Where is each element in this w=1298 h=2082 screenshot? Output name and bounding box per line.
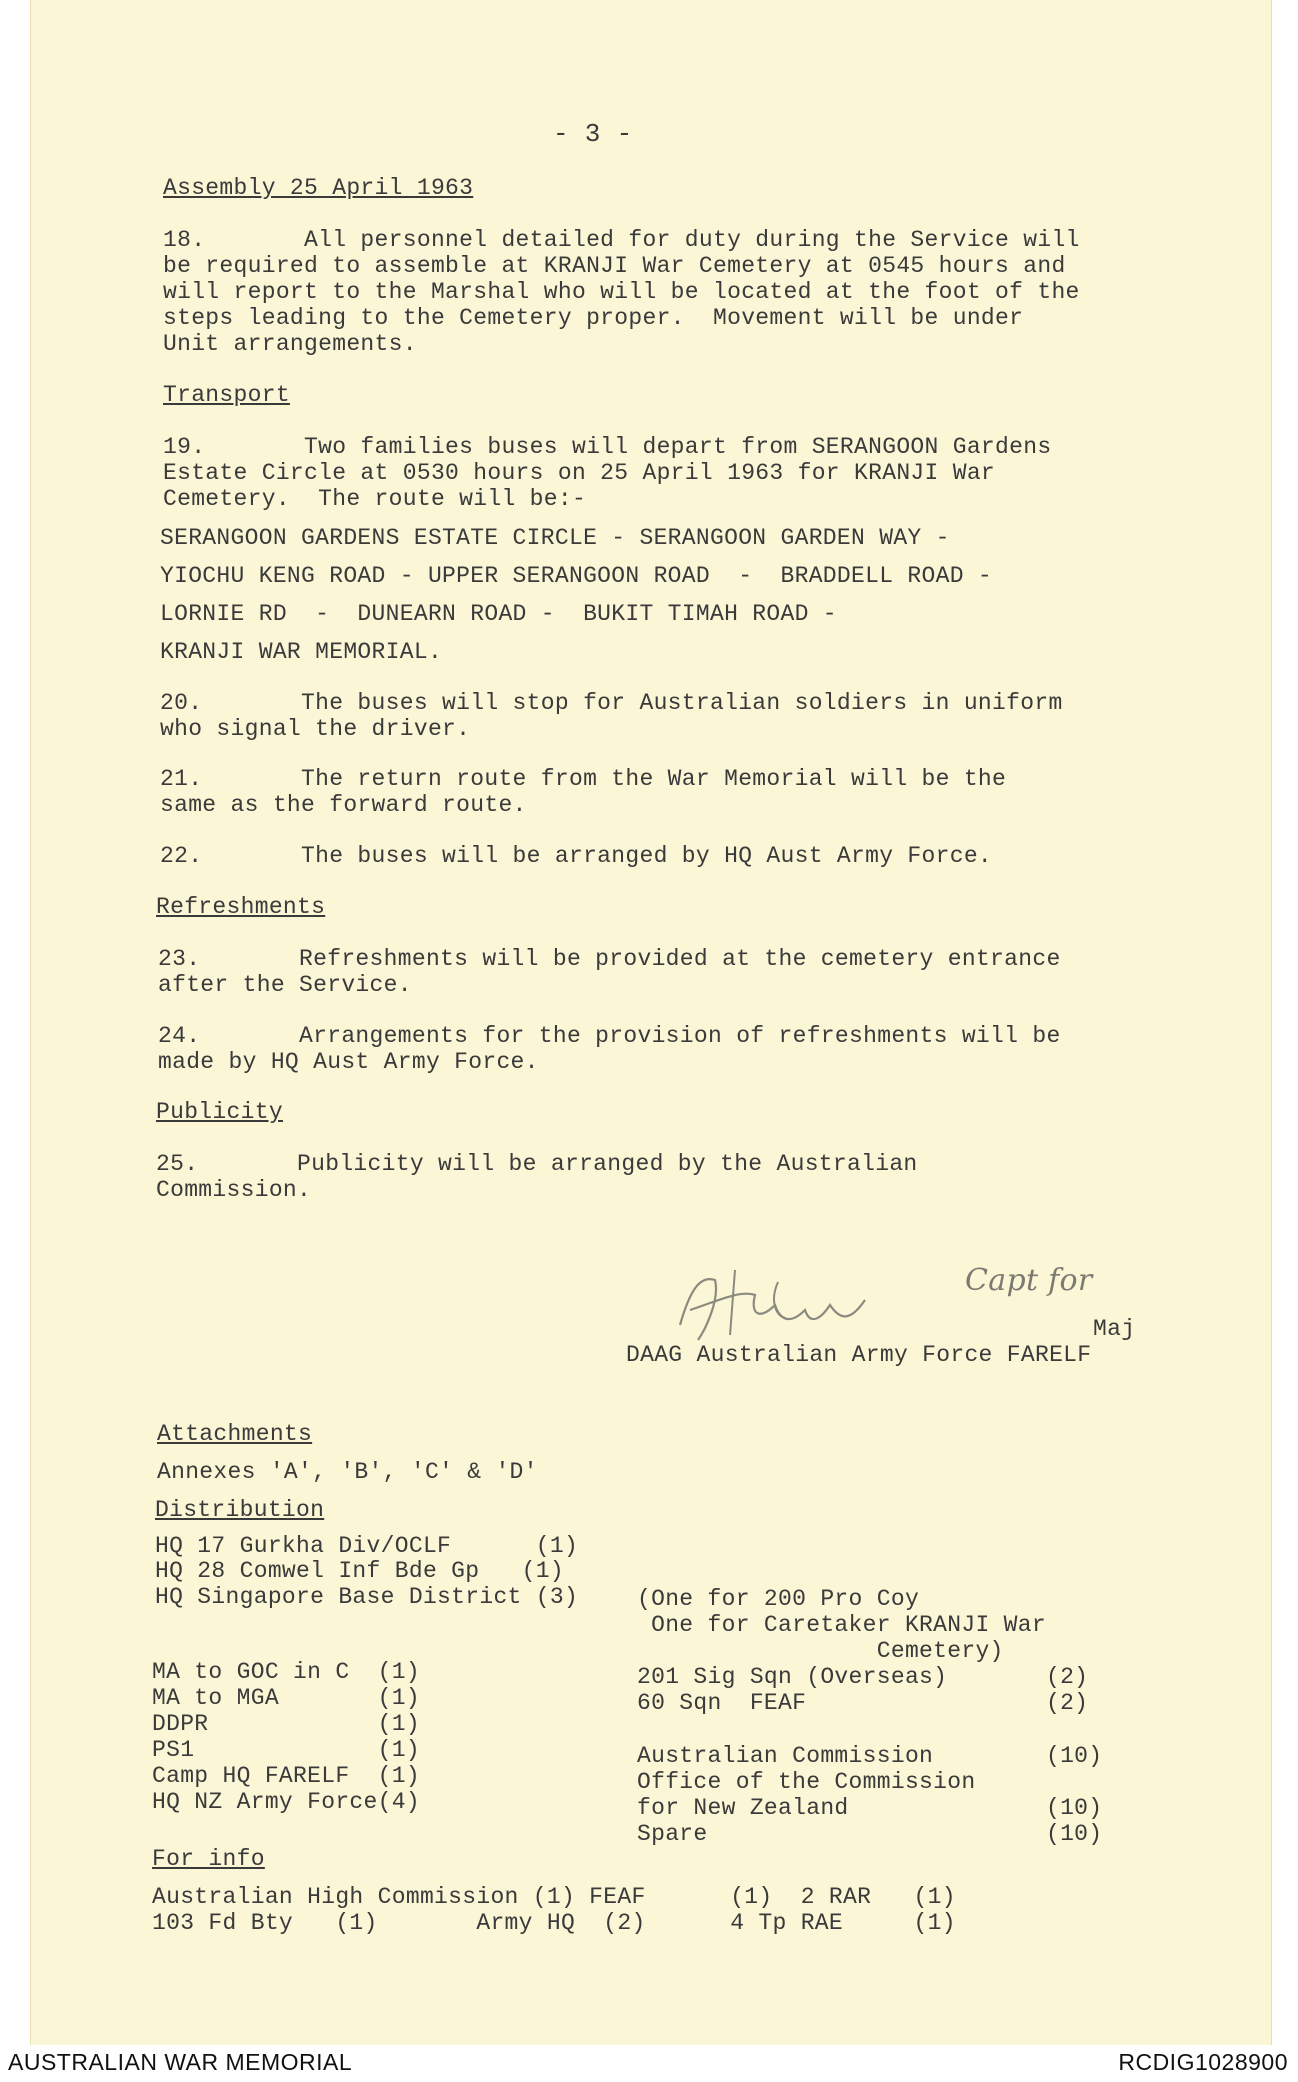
footer-institution: AUSTRALIAN WAR MEMORIAL <box>8 2049 353 2075</box>
for-info-line-1: Australian High Commission (1) FEAF (1) 2 RAR (1) <box>152 1884 956 1910</box>
route-line-2: YIOCHU KENG ROAD - UPPER SERANGOON ROAD - BRADDELL ROAD - <box>160 563 993 589</box>
para-19-line-2: Estate Circle at 0530 hours on 25 April 1963 for KRANJI War <box>163 460 996 486</box>
para-18-line-3: will report to the Marshal who will be located at the foot of the <box>163 279 1080 305</box>
para-18-line-5: Unit arrangements. <box>163 331 417 357</box>
para-22-line-1: 22. The buses will be arranged by HQ Aust Army Force. <box>160 843 993 869</box>
dist-left-4: PS1 (1) <box>152 1737 420 1763</box>
dist-left-1: MA to GOC in C (1) <box>152 1659 420 1685</box>
heading-refreshments: Refreshments <box>156 894 326 920</box>
para-23-line-1: 23. Refreshments will be provided at the cemetery entrance <box>158 946 1061 972</box>
para-24-line-2: made by HQ Aust Army Force. <box>158 1049 539 1075</box>
heading-transport: Transport <box>163 382 290 408</box>
para-21-line-2: same as the forward route. <box>160 792 527 818</box>
para-21-line-1: 21. The return route from the War Memorial will be the <box>160 766 1007 792</box>
dist-right-2: 60 Sqn FEAF (2) <box>637 1690 1089 1716</box>
heading-assembly: Assembly 25 April 1963 <box>163 175 474 201</box>
heading-publicity: Publicity <box>156 1099 283 1125</box>
dist-left-6: HQ NZ Army Force(4) <box>152 1789 420 1815</box>
dist-line-2: HQ 28 Comwel Inf Bde Gp (1) <box>155 1558 564 1584</box>
para-23-line-2: after the Service. <box>158 972 412 998</box>
para-18-line-1: 18. All personnel detailed for duty during the Service will <box>163 227 1080 253</box>
dist-right-3: Australian Commission (10) <box>637 1743 1103 1769</box>
page-number: - 3 - <box>553 119 633 149</box>
dist-left-3: DDPR (1) <box>152 1711 420 1737</box>
dist-left-2: MA to MGA (1) <box>152 1685 420 1711</box>
para-24-line-1: 24. Arrangements for the provision of refreshments will be <box>158 1023 1061 1049</box>
para-18-line-2: be required to assemble at KRANJI War Cemetery at 0545 hours and <box>163 253 1066 279</box>
dist-left-5: Camp HQ FARELF (1) <box>152 1763 420 1789</box>
footer-identifier: RCDIG1028900 <box>1118 2049 1288 2075</box>
para-18-line-4: steps leading to the Cemetery proper. Movement will be under <box>163 305 1024 331</box>
heading-distribution: Distribution <box>155 1497 325 1523</box>
signature-rank: Maj <box>1093 1316 1136 1342</box>
for-info-line-2: 103 Fd Bty (1) Army HQ (2) 4 Tp RAE (1) <box>152 1910 956 1936</box>
dist-right-4: Office of the Commission <box>637 1769 976 1795</box>
dist-note-3: Cemetery) <box>637 1638 1004 1664</box>
dist-line-3: HQ Singapore Base District (3) <box>155 1584 579 1610</box>
dist-note-1: (One for 200 Pro Coy <box>637 1586 920 1612</box>
para-19-line-3: Cemetery. The route will be:- <box>163 486 587 512</box>
para-25-line-2: Commission. <box>156 1177 312 1203</box>
route-line-4: KRANJI WAR MEMORIAL. <box>160 639 443 665</box>
para-20-line-1: 20. The buses will stop for Australian soldiers in uniform <box>160 690 1063 716</box>
dist-right-5: for New Zealand (10) <box>637 1795 1103 1821</box>
signature-capt-for: Capt for <box>965 1263 1093 1298</box>
route-line-1: SERANGOON GARDENS ESTATE CIRCLE - SERANGOON GARDEN WAY - <box>160 525 950 551</box>
dist-right-1: 201 Sig Sqn (Overseas) (2) <box>637 1664 1089 1690</box>
signature-block <box>660 1260 1160 1350</box>
para-19-line-1: 19. Two families buses will depart from SERANGOON Gardens <box>163 434 1052 460</box>
attachments-annexes: Annexes 'A', 'B', 'C' & 'D' <box>157 1459 538 1485</box>
dist-line-1: HQ 17 Gurkha Div/OCLF (1) <box>155 1533 579 1559</box>
heading-attachments: Attachments <box>157 1421 313 1447</box>
para-25-line-1: 25. Publicity will be arranged by the Australian <box>156 1151 918 1177</box>
signature-title: DAAG Australian Army Force FARELF <box>626 1342 1092 1368</box>
para-20-line-2: who signal the driver. <box>160 716 471 742</box>
dist-right-6: Spare (10) <box>637 1821 1103 1847</box>
dist-note-2: One for Caretaker KRANJI War <box>637 1612 1046 1638</box>
heading-for-info: For info <box>152 1846 265 1872</box>
route-line-3: LORNIE RD - DUNEARN ROAD - BUKIT TIMAH ROAD - <box>160 601 837 627</box>
